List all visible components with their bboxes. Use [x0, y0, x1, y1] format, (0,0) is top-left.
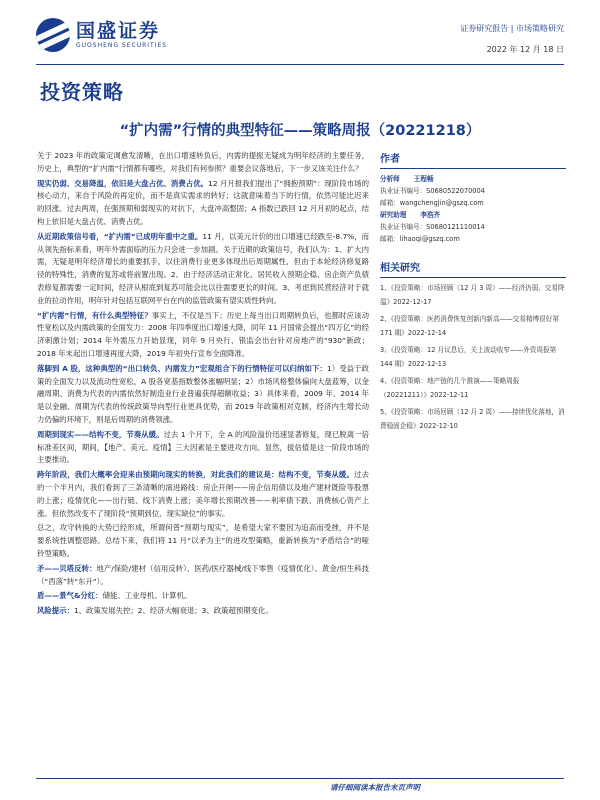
author-name-line — [380, 209, 566, 221]
authors-list — [380, 173, 566, 245]
logo-mark-icon — [36, 18, 70, 52]
paragraph-text: 关于 2023 年的政策定调愈发清晰，在出口增速转负后，内需的提振无疑成为明年经济的主要任务，历史上，典型的“扩内需”行情都有哪些，对我们有何参照？重要会议落地后，下一步又该关注什么？ — [37, 151, 369, 173]
body-paragraph — [37, 522, 369, 560]
header-divider — [36, 64, 564, 65]
paragraph-lead: 矛——贝塔反转： — [37, 563, 97, 573]
body-paragraph — [37, 310, 369, 361]
related-list — [380, 282, 566, 433]
author-name: 王程畅 — [413, 175, 434, 183]
authors-heading: 作者 — [380, 150, 566, 169]
body-paragraph — [37, 563, 369, 589]
author-role: 分析师 — [380, 175, 400, 183]
author-detail: 邮箱：lihaoqi@gszq.com — [380, 235, 460, 243]
body-paragraph — [37, 590, 369, 603]
author-detail: 执业证书编号：S0680121110014 — [380, 223, 485, 231]
paragraph-lead: 从近期政策信号看，“扩内需”已成明年重中之重。 — [37, 231, 203, 241]
author-name-line — [380, 173, 566, 185]
section-title: 投资策略 — [40, 80, 124, 104]
paragraph-text: 1）受益于政策的全面发力以及流动性宽松，A 股各宽基指数整体涨幅明显；2）市场风格整体偏向大盘蓝筹，以金融周期、消费为代表的内需依然好制造业行业普遍获得超额收益；3）具体来看，2009 年、2014 年是以金融、周期为代表的传统政策导向型行业更具优势，而 2019 年政策相对克制，经济内生增长动力仍偏的环境下，则是后周期的消费领涨。 — [37, 363, 370, 424]
related-report-link[interactable]: 5、《投资策略：市场回顾（12 月 2 周）——持续优化落地，消费稳固企稳》2022-12-10 — [380, 408, 565, 430]
paragraph-text: 过去的一个半月内，我们看到了三条清晰的演进路线：房企开闸——房企信用债以及地产建材既险等股票的上涨；疫情优化——出行链、线下消费上涨；美年增长预期改善——利率债下跌、消费核心资产上涨。但依然改变不了现阶段“预期到位、现实缺位”的事实。 — [37, 470, 369, 518]
paragraph-text: 11 月，以美元计价的出口增速已经跌至-8.7%，而从领先指标来看，明年外需面临的压力只会进一步加剧。关于近期的政策信号，我们认为：1、扩大内需，无疑是明年经济增长的重要抓手，以往消费行业更多体现出后周期属性，但由于本轮经济修复路径的特殊性，消费的复苏或将前置出现。2、由于经济活动正常化、居民收入预期企稳、房企资产负债表修复都需要一定时间，经济从根底到复苏可能会比以往需要更长的时间。3、考虑到民营经济对于就业的拉动作用，明年针对包括互联网平台在内的监管政策有望实质性转向。 — [37, 231, 370, 305]
paragraph-lead: 周期到现实——结构不变，节奏从缓。 — [37, 429, 164, 439]
body-paragraph — [37, 231, 369, 308]
body-paragraph — [37, 150, 369, 176]
logo-name-en: GUOSHENG SECURITIES — [76, 42, 168, 49]
author-detail: 执业证书编号：S0680522070004 — [380, 187, 485, 195]
paragraph-text: 事实上，不仅是当下；历史上每当出口周期转负后，也都时应该动性宽松以及内需政策的全面发力：2008 年四季度出口增速大降，同年 11 月国常会提出“四万亿”的经济刺激计划；2014 年外需压力开始显现，同年 9 月央行、银监会出台针对房地产的“930”新政；2018 年末起出口增速再度大降，2019 年初央行宣布全面降准。 — [37, 310, 369, 358]
related-report-link[interactable]: 3、《投资策略：12 月议息后，关上波动收窄——外资周报第 144 期》2022-12-13 — [380, 346, 557, 368]
paragraph-lead: 风险提示： — [37, 606, 74, 616]
sidebar — [380, 150, 566, 437]
paragraph-lead: 跨年阶段，我们大概率会迎来由预期向现实的转换，对此我们的建议是：结构不变，节奏从缓。 — [37, 470, 355, 480]
paragraph-lead: 现实仍弱、交易降温，依旧是大盘占优、消费占优。 — [37, 178, 209, 188]
logo-name-cn: 国盛证券 — [76, 20, 161, 42]
author-name: 李浩齐 — [420, 211, 441, 219]
paragraph-text: 1、政策发展失控；2、经济大幅衰退；3、政策超预期变化。 — [73, 606, 273, 616]
paragraph-text: 地产/保险/建材（信用反转）、医药/医疗器械/线下零售（疫情优化）、黄金/恒生科技（“西落”转“东升”）。 — [37, 563, 369, 586]
report-date: 2022 年 12 月 18 日 — [486, 45, 564, 54]
related-report-link[interactable]: 4、《投资策略：地产链的几个推演——策略周报（20221211）》2022-12-11 — [380, 377, 520, 399]
footer-divider — [36, 778, 564, 779]
report-type: 证券研究报告 | 市场策略研究 — [460, 24, 564, 33]
body-paragraph — [37, 469, 369, 520]
body-paragraph — [37, 605, 369, 618]
paragraph-text: 12 月月报我们提出了“拥抱预期”：现阶段市场的核心动力，来自于风险的再定价，而不是真实需求的转好；这就意味着当下的行情，依然可能比迟来的回涨。过去两周，在强预期和弱现实的对抗下，大盘冲高整固；A 指数已跌回 12 月月初的起点，结构上依旧是大盘占优、消费占优。 — [37, 178, 369, 226]
related-heading: 相关研究 — [380, 259, 566, 278]
report-header — [0, 0, 600, 64]
company-logo — [36, 18, 167, 52]
body-paragraph — [37, 429, 369, 467]
author-role: 研究助理 — [380, 211, 407, 219]
related-report-link[interactable]: 2、《投资策略：医药消费恢复创新内新高——交易精缚很好第 171 期》2022-12-14 — [380, 315, 559, 337]
paragraph-lead: “扩内需”行情，有什么典型特征？ — [37, 310, 152, 320]
related-report-link[interactable]: 1、《投资策略：市场回顾（12 月 3 周）——经济仍弱、交易降温》2022-12-17 — [380, 284, 565, 306]
body-paragraph — [37, 178, 369, 229]
body-paragraph — [37, 363, 369, 427]
paragraph-text: 过去 1 个月下，全 A 的风险溢价迅速显著修复，现已脱离一倍标准差区间，期间，【地产、美元、疫情】三大因素是主要进攻方向。显然，拔估值是这一阶段市场的主要推动。 — [37, 429, 369, 465]
paragraph-text: 总之，攻守转换的大势已经形成，所谓何曾“预期与现实”，是希望大家不要因为追高而受挫，并不是要系统性调整思路。总结下来，我们将 11 月“以矛为主”的进攻型策略，重新转换为“矛盾结合”的哑铃型策略。 — [37, 523, 369, 558]
paragraph-lead: 盾——景气&分红： — [37, 591, 103, 601]
footer-disclaimer: 请仔细阅读本报告末页声明 — [330, 783, 420, 792]
document-title: “扩内需”行情的典型特征——策略周报（20221218） — [119, 123, 481, 139]
paragraph-lead: 落脚到 A 股，这种典型的“出口转负、内需发力”宏观组合下的行情特征可以归纳如下： — [37, 363, 327, 373]
paragraph-text: 储能、工业母机、计算机。 — [102, 591, 192, 601]
author-detail: 邮箱：wangchengjin@gszq.com — [380, 199, 484, 207]
main-body — [37, 150, 369, 620]
